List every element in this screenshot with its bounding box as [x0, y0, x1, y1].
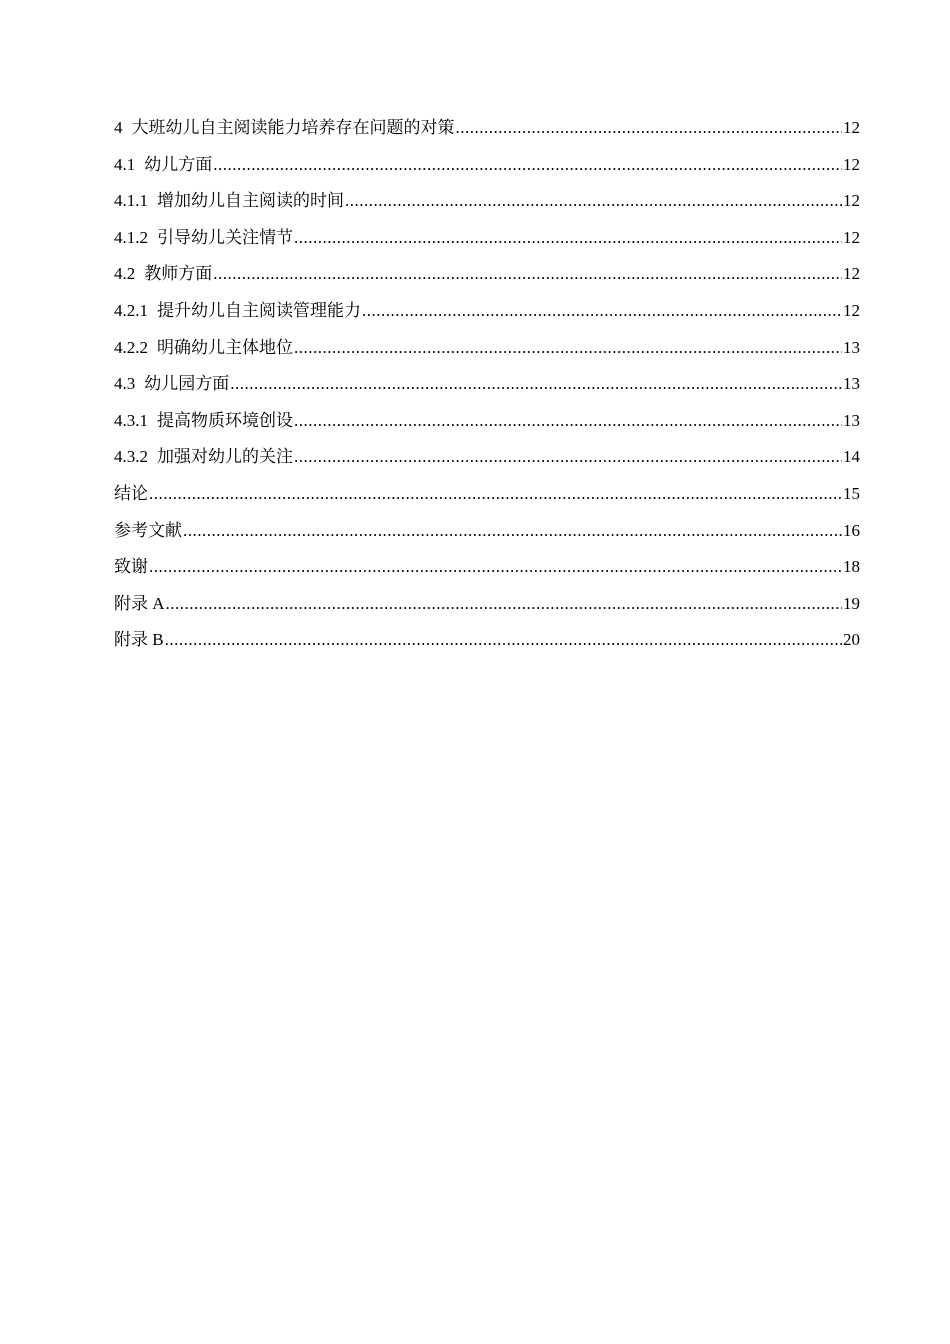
toc-entry-label — [114, 220, 293, 257]
toc-entry-page: 14 — [843, 447, 860, 467]
toc-entry-label — [114, 549, 148, 586]
toc-entry-number: 4.3.2 — [114, 447, 148, 467]
toc-entry-label — [114, 513, 182, 550]
toc-entry[interactable] — [114, 147, 860, 184]
toc-dot-leader — [213, 147, 842, 184]
toc-entry-label — [114, 622, 164, 659]
toc-entry-page: 16 — [843, 520, 860, 540]
toc-dot-leader — [213, 256, 842, 293]
toc-dot-leader — [165, 622, 842, 659]
toc-entry-title: 提升幼儿自主阅读管理能力 — [157, 300, 361, 320]
toc-entry-number: 4.2 — [114, 264, 136, 284]
toc-entry[interactable] — [114, 476, 860, 513]
toc-entry-label — [114, 403, 293, 440]
toc-entry-title: 致谢 — [114, 557, 148, 577]
toc-entry[interactable] — [114, 293, 860, 330]
toc-entry-title: 附录 A — [114, 593, 165, 613]
toc-dot-leader — [183, 513, 842, 550]
toc-entry-title: 明确幼儿主体地位 — [157, 337, 293, 357]
toc-entry-label — [114, 476, 148, 513]
toc-entry-page: 12 — [843, 118, 860, 137]
toc-entry-label — [114, 330, 293, 367]
toc-entry-page: 19 — [843, 593, 860, 613]
toc-entry-number: 4.2.2 — [114, 337, 148, 357]
toc-entry-title: 加强对幼儿的关注 — [157, 447, 293, 467]
toc-entry-page: 13 — [843, 337, 860, 357]
toc-entry[interactable] — [114, 256, 860, 293]
toc-entry-number: 4.3 — [114, 374, 136, 394]
toc-entry-label — [114, 439, 293, 476]
toc-dot-leader — [294, 439, 842, 476]
toc-entry[interactable] — [114, 622, 860, 659]
toc-entry-number: 4.1 — [114, 154, 136, 174]
toc-entry-page: 12 — [843, 227, 860, 247]
toc-entry-title: 参考文献 — [114, 520, 182, 540]
toc-entry[interactable] — [114, 513, 860, 550]
table-of-contents — [114, 110, 860, 659]
toc-entry-title: 教师方面 — [144, 264, 213, 284]
toc-entry-title: 幼儿方面 — [144, 154, 213, 174]
toc-entry-title: 幼儿园方面 — [144, 374, 230, 394]
toc-entry[interactable] — [114, 220, 860, 257]
toc-entry-page: 12 — [843, 300, 860, 320]
toc-dot-leader — [456, 110, 843, 147]
toc-dot-leader — [362, 293, 842, 330]
toc-entry-label — [114, 256, 212, 293]
toc-entry-number: 4.2.1 — [114, 300, 148, 320]
toc-dot-leader — [166, 586, 842, 623]
toc-entry-title: 引导幼儿关注情节 — [157, 227, 293, 247]
toc-entry[interactable] — [114, 330, 860, 367]
toc-entry-page: 12 — [843, 191, 860, 211]
toc-entry-page: 13 — [843, 374, 860, 394]
toc-entry-page: 18 — [843, 557, 860, 577]
toc-entry[interactable] — [114, 183, 860, 220]
toc-entry-number: 4.1.2 — [114, 227, 148, 247]
toc-entry-label — [114, 183, 344, 220]
toc-entry-number: 4.1.1 — [114, 191, 148, 211]
toc-dot-leader — [294, 403, 842, 440]
toc-entry-label — [114, 110, 455, 147]
toc-entry-page: 13 — [843, 410, 860, 430]
toc-entry-title: 大班幼儿自主阅读能力培养存在问题的对策 — [131, 118, 455, 137]
toc-entry-title: 附录 B — [114, 630, 164, 650]
toc-dot-leader — [294, 220, 842, 257]
toc-dot-leader — [149, 476, 842, 513]
toc-dot-leader — [294, 330, 842, 367]
toc-entry-title: 提高物质环境创设 — [157, 410, 293, 430]
toc-entry[interactable] — [114, 403, 860, 440]
toc-dot-leader — [149, 549, 842, 586]
toc-entry-title: 结论 — [114, 483, 148, 503]
toc-entry[interactable] — [114, 110, 860, 147]
toc-entry-page: 12 — [843, 154, 860, 174]
toc-dot-leader — [345, 183, 842, 220]
toc-entry-number: 4 — [114, 118, 123, 137]
toc-entry[interactable] — [114, 586, 860, 623]
toc-entry-label — [114, 366, 229, 403]
toc-entry-number: 4.3.1 — [114, 410, 148, 430]
toc-entry-title: 增加幼儿自主阅读的时间 — [157, 191, 344, 211]
toc-entry-page: 20 — [843, 630, 860, 650]
toc-entry[interactable] — [114, 366, 860, 403]
toc-entry[interactable] — [114, 439, 860, 476]
toc-entry-page: 15 — [843, 483, 860, 503]
toc-entry-page: 12 — [843, 264, 860, 284]
toc-dot-leader — [230, 366, 842, 403]
toc-entry-label — [114, 586, 165, 623]
toc-entry-label — [114, 293, 361, 330]
toc-entry[interactable] — [114, 549, 860, 586]
toc-entry-label — [114, 147, 212, 184]
